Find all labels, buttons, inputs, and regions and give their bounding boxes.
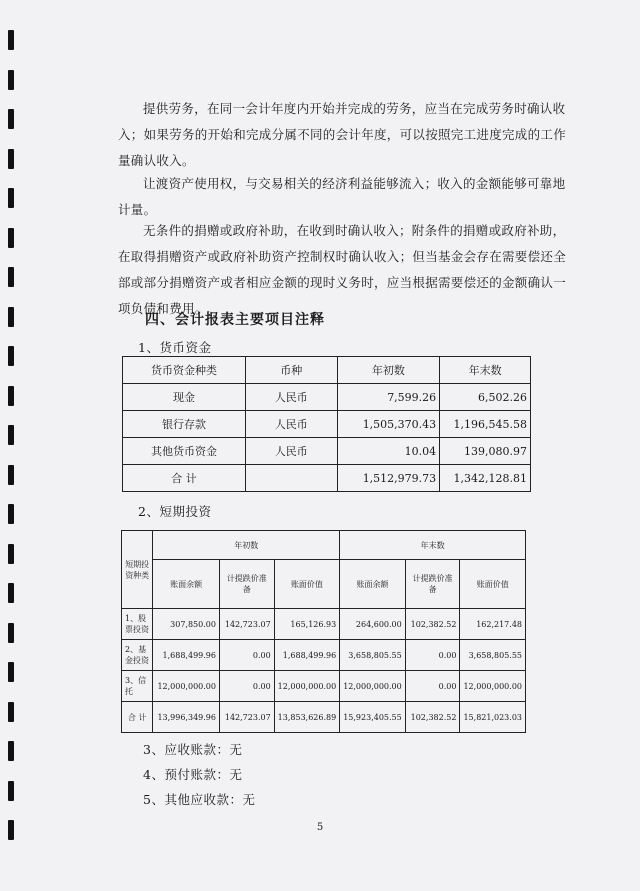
table-row <box>122 640 526 671</box>
table-cell: 142,723.07 <box>219 609 274 640</box>
table-cell: 10.04 <box>337 438 440 465</box>
table-cell: 1,512,979.73 <box>337 465 440 492</box>
header-cell: 账面价值 <box>460 560 526 609</box>
table-cell: 1、股票投资 <box>122 609 153 640</box>
header-cell: 货币资金种类 <box>123 357 246 384</box>
item-other-receivables: 5、其他应收款：无 <box>143 792 256 807</box>
header-cell: 年初数 <box>153 531 340 560</box>
table-cell: 264,600.00 <box>340 609 406 640</box>
table-cell: 12,000,000.00 <box>274 671 340 702</box>
table-cell: 1,342,128.81 <box>440 465 531 492</box>
table-cell: 102,382.52 <box>405 702 460 733</box>
table-cell: 其他货币资金 <box>123 438 246 465</box>
table-cell: 307,850.00 <box>153 609 220 640</box>
paragraph-asset-use-revenue: 让渡资产使用权，与交易相关的经济利益能够流入；收入的金额能够可靠地计量。 <box>118 176 566 217</box>
item-prepayments: 4、预付账款：无 <box>143 767 243 782</box>
table-row <box>123 384 531 411</box>
page-number: 5 <box>316 822 324 833</box>
table-cell: 1,505,370.43 <box>337 411 440 438</box>
table-cell: 102,382.52 <box>405 609 460 640</box>
table-cell: 165,126.93 <box>274 609 340 640</box>
header-cell: 年末数 <box>440 357 531 384</box>
header-cell: 年末数 <box>340 531 526 560</box>
table-cell: 1,196,545.58 <box>440 411 531 438</box>
table-cell: 人民币 <box>246 438 338 465</box>
header-cell: 计提跌价准备 <box>219 560 274 609</box>
table-cell: 12,000,000.00 <box>153 671 220 702</box>
table-cell: 0.00 <box>405 640 460 671</box>
table-cell: 12,000,000.00 <box>340 671 406 702</box>
header-cell: 计提跌价准备 <box>405 560 460 609</box>
paragraph-services-revenue: 提供劳务，在同一会计年度内开始并完成的劳务，应当在完成劳务时确认收入；如果劳务的开始和完成分属不同的会计年度，可以按照完工进度完成的工作量确认收入。 <box>118 101 567 168</box>
table-cell: 0.00 <box>405 671 460 702</box>
table-cell: 0.00 <box>219 640 274 671</box>
table-row <box>122 609 526 640</box>
item-receivables: 3、应收账款：无 <box>143 742 243 757</box>
table-header-row <box>122 531 526 560</box>
table-cell: 2、基金投资 <box>122 640 153 671</box>
table-cell: 142,723.07 <box>219 702 274 733</box>
cash-title: 1、货币资金 <box>138 340 212 355</box>
table-cell: 3,658,805.55 <box>340 640 406 671</box>
short-investment-title: 2、短期投资 <box>138 504 212 519</box>
header-cell: 账面余额 <box>153 560 220 609</box>
table-cell: 3,658,805.55 <box>460 640 526 671</box>
table-cell: 1,688,499.96 <box>274 640 340 671</box>
paragraph-donation-revenue: 无条件的捐赠或政府补助，在收到时确认收入；附条件的捐赠或政府补助，在取得捐赠资产或政府补助资产控制权时确认收入；但当基金会存在需要偿还全部或部分捐赠资产或者相应金额的现时义务时，应当根据需要偿还的金额确认一项负债和费用。 <box>118 223 567 316</box>
table-cell: 6,502.26 <box>440 384 531 411</box>
table-cell <box>246 465 338 492</box>
table-cell: 15,923,405.55 <box>340 702 406 733</box>
table-cell: 15,821,023.03 <box>460 702 526 733</box>
table-row <box>123 411 531 438</box>
table-cell: 合 计 <box>123 465 246 492</box>
table-cell: 162,217.48 <box>460 609 526 640</box>
table-row <box>122 671 526 702</box>
table-cell: 人民币 <box>246 384 338 411</box>
table-header-row <box>123 357 531 384</box>
table-total-row <box>123 465 531 492</box>
cash-table <box>122 356 531 492</box>
table-cell: 0.00 <box>219 671 274 702</box>
table-cell: 139,080.97 <box>440 438 531 465</box>
table-cell: 12,000,000.00 <box>460 671 526 702</box>
header-cell: 短期投资种类 <box>122 531 153 609</box>
table-row <box>123 438 531 465</box>
header-cell: 账面价值 <box>274 560 340 609</box>
table-cell: 7,599.26 <box>337 384 440 411</box>
table-cell: 银行存款 <box>123 411 246 438</box>
header-cell: 账面余额 <box>340 560 406 609</box>
table-cell: 合 计 <box>122 702 153 733</box>
table-cell: 现金 <box>123 384 246 411</box>
short-investment-table <box>121 530 526 733</box>
table-cell: 人民币 <box>246 411 338 438</box>
table-header-row <box>122 560 526 609</box>
table-cell: 13,996,349.96 <box>153 702 220 733</box>
header-cell: 年初数 <box>337 357 440 384</box>
table-cell: 13,853,626.89 <box>274 702 340 733</box>
table-cell: 3、信托 <box>122 671 153 702</box>
table-total-row <box>122 702 526 733</box>
header-cell: 币种 <box>246 357 338 384</box>
section-title: 四、会计报表主要项目注释 <box>145 312 325 328</box>
table-cell: 1,688,499.96 <box>153 640 220 671</box>
